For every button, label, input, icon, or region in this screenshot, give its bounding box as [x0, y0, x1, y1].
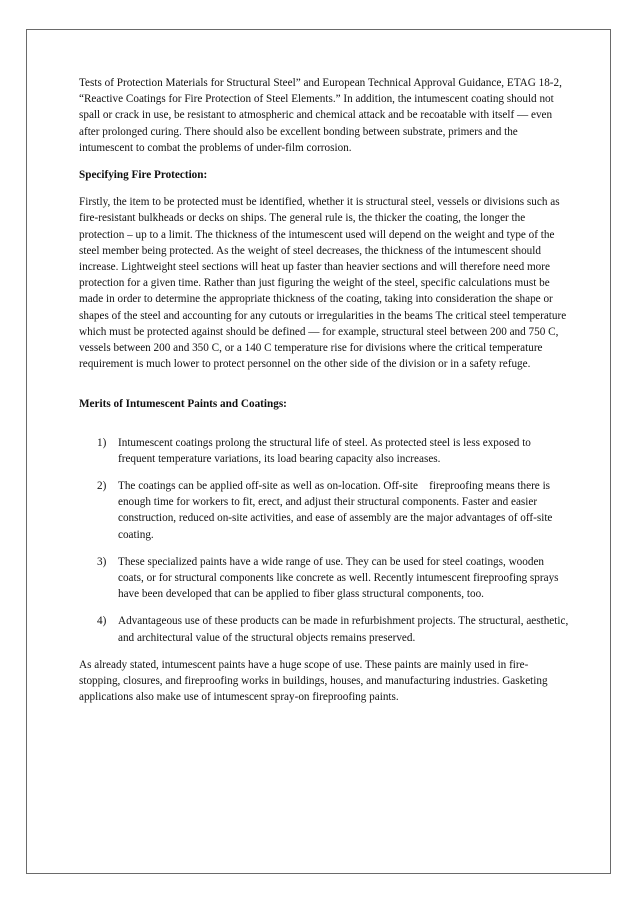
final-paragraph: As already stated, intumescent paints have a huge scope of use. These paints are mainly used in fire-stopping, closures, and fireproofing works in buildings, houses, and manufacturing industries. Gasketing applications also make use of intumescent spray-on fireproofing paints.: [79, 658, 548, 704]
list-item-number: 3): [97, 555, 107, 568]
list-item: [79, 613, 569, 645]
list-item-text: Advantageous use of these products can be made in refurbishment projects. The structural, aesthetic, and architectural value of the structural objects remains preserved.: [118, 615, 569, 644]
specifying-paragraph: Firstly, the item to be protected must be identified, whether it is structural steel, vessels or divisions such as fire-resistant bulkheads or decks on ships. The general rule is, the thicker the coating, the longer the protection – up to a limit. The thickness of the intumescent used will depend on the weight and type of the steel member being protected. As the weight of steel decreases, the thickness of the intumescent should increase. Lightweight steel sections will heat up faster than heavier sections and will therefore need more protection for a given time. Rather than just figuring the weight of the steel, specific calculations must be made in order to determine the appropriate thickness of the coating, taking into consideration the shape or shapes of the steel and accounting for any cutouts or irregularities in the beams The critical steel temperature which must be protected against should be defined — for example, structural steel between 200 and 750 C, vessels between 200 and 350 C, or a 140 C temperature rise for divisions where the critical temperature requirement is much lower to protect personnel on the other side of the division or in a safety refuge.: [79, 196, 567, 371]
list-item: [79, 478, 569, 543]
heading-specifying-fire-protection: Specifying Fire Protection:: [79, 169, 208, 182]
heading-merits: Merits of Intumescent Paints and Coatings:: [79, 398, 287, 411]
list-item-text: Intumescent coatings prolong the structural life of steel. As protected steel is less exposed to frequent temperature variations, its load bearing capacity also increases.: [118, 436, 531, 465]
list-item: [79, 435, 569, 467]
merits-list: [79, 435, 569, 646]
list-item-number: 4): [97, 615, 107, 628]
intro-paragraph: Tests of Protection Materials for Structural Steel” and European Technical Approval Guidance, ETAG 18-2, “Reactive Coatings for Fire Protection of Steel Elements.” In addition, the intumescent coating should not spall or crack in use, be resistant to atmospheric and chemical attack and be recoatable with itself — even after prolonged curing. There should also be excellent bonding between substrate, primers and the intumescent to combat the problems of under-film corrosion.: [79, 77, 562, 154]
document-page: [26, 29, 611, 874]
list-item-text: The coatings can be applied off-site as well as on-location. Off-site fireproofing means there is enough time for workers to fit, erect, and adjust their structural components. Faster and easier construction, reduced on-site activities, and ease of assembly are the major advantages of off-site coating.: [118, 480, 553, 541]
list-item: [79, 554, 569, 603]
list-item-number: 1): [97, 436, 107, 449]
document-content: [79, 75, 569, 706]
list-item-number: 2): [97, 480, 107, 493]
list-item-text: These specialized paints have a wide range of use. They can be used for steel coatings, wooden coats, or for structural components like concrete as well. Recently intumescent fireproofing sprays have been developed that can be applied to fiber glass structural components, too.: [118, 555, 559, 601]
